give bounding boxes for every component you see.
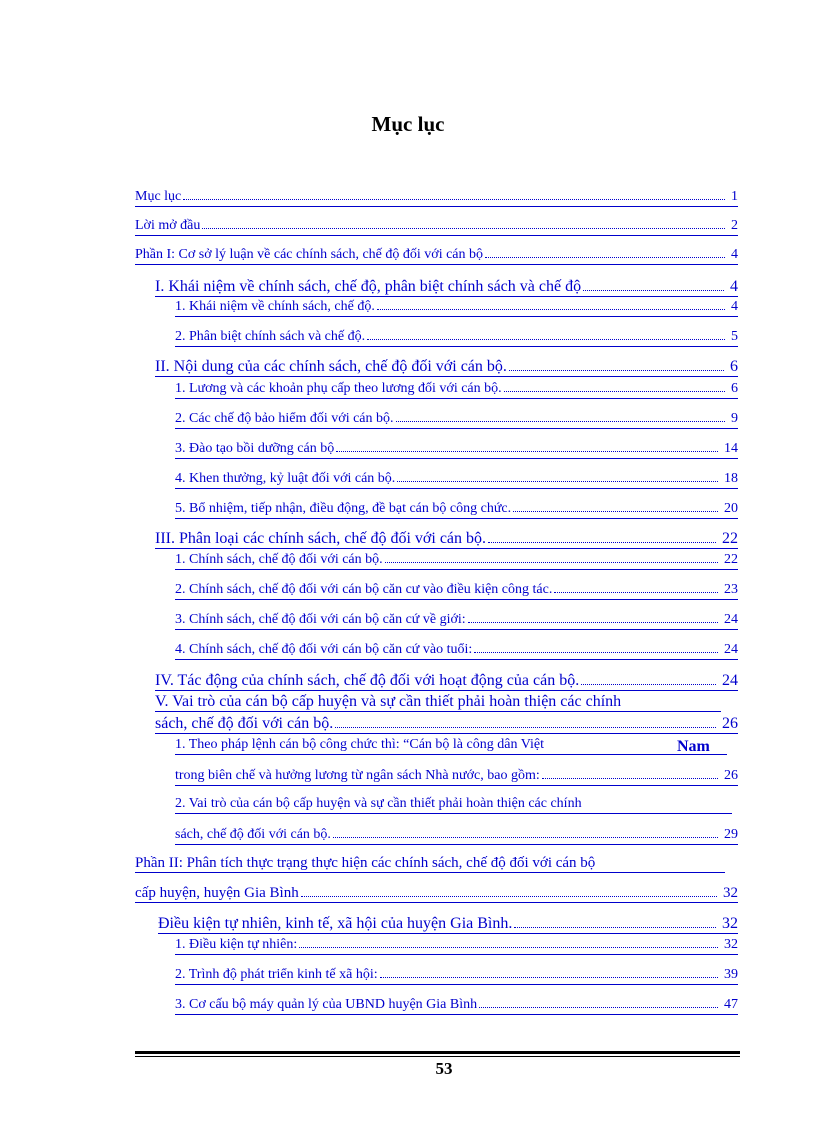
toc-entry[interactable]: I. Khái niệm về chính sách, chế độ, phân biệt chính sách và chế độ 4 <box>155 278 738 295</box>
page-number: 53 <box>435 1059 453 1078</box>
toc-entry-line1[interactable]: 2. Vai trò của cán bộ cấp huyện và sự cần thiết phải hoàn thiện các chính <box>175 796 732 814</box>
toc-entry[interactable]: 5. Bổ nhiệm, tiếp nhận, điều động, đề bạt cán bộ công chức. 20 <box>175 500 738 519</box>
dot-leader <box>202 217 725 229</box>
dot-leader <box>583 279 724 291</box>
toc-entry[interactable]: Lời mở đầu 2 <box>135 217 738 236</box>
dot-leader <box>514 916 716 928</box>
toc-entry[interactable]: trong biên chế và hưởng lương từ ngân sách Nhà nước, bao gồm: 26 <box>175 767 738 786</box>
toc-entry-line1[interactable]: V. Vai trò của cán bộ cấp huyện và sự cần thiết phải hoàn thiện các chính <box>155 694 721 712</box>
toc-entry[interactable]: 3. Cơ cấu bộ máy quản lý của UBND huyện Gia Bình 47 <box>175 996 738 1015</box>
dot-leader <box>509 359 724 371</box>
dot-leader <box>474 641 718 653</box>
toc-entry[interactable]: 4. Chính sách, chế độ đối với cán bộ căn cứ vào tuổi: 24 <box>175 641 738 660</box>
toc-entry[interactable]: cấp huyện, huyện Gia Bình 32 <box>135 885 738 901</box>
dot-leader <box>301 885 717 897</box>
toc-entry[interactable]: 4. Khen thưởng, kỷ luật đối với cán bộ. 18 <box>175 470 738 489</box>
toc-entry[interactable]: Phần I: Cơ sở lý luận về các chính sách, chế độ đối với cán bộ 4 <box>135 246 738 265</box>
toc-entry-tail-text: Nam <box>677 738 710 755</box>
dot-leader <box>335 716 716 728</box>
toc-entry[interactable]: 1. Lương và các khoản phụ cấp theo lương đối với cán bộ. 6 <box>175 380 738 399</box>
dot-leader <box>542 767 718 779</box>
dot-leader <box>299 936 718 948</box>
toc-entry[interactable]: II. Nội dung của các chính sách, chế độ đối với cán bộ. 6 <box>155 358 738 375</box>
toc-entry[interactable]: 3. Chính sách, chế độ đối với cán bộ căn cứ về giới: 24 <box>175 611 738 630</box>
dot-leader <box>183 188 725 200</box>
toc-entry[interactable]: III. Phân loại các chính sách, chế độ đối với cán bộ. 22 <box>155 530 738 547</box>
toc-entry[interactable]: Mục lục 1 <box>135 188 738 207</box>
dot-leader <box>397 470 718 482</box>
dot-leader <box>504 380 725 392</box>
dot-leader <box>513 500 718 512</box>
toc-entry[interactable]: 1. Chính sách, chế độ đối với cán bộ. 22 <box>175 551 738 570</box>
page-title: Mục lục <box>371 112 445 136</box>
toc-entry[interactable]: 1. Khái niệm về chính sách, chế độ. 4 <box>175 298 738 317</box>
toc-entry[interactable]: sách, chế độ đối với cán bộ. 29 <box>175 826 738 845</box>
dot-leader <box>396 410 725 422</box>
dot-leader <box>488 531 716 543</box>
toc-entry[interactable]: 3. Đào tạo bồi dưỡng cán bộ 14 <box>175 440 738 459</box>
toc-entry[interactable]: 2. Chính sách, chế độ đối với cán bộ căn cư vào điều kiện công tác. 23 <box>175 581 738 600</box>
toc-entry[interactable]: sách, chế độ đối với cán bộ. 26 <box>155 715 738 732</box>
dot-leader <box>380 966 718 978</box>
dot-leader <box>485 246 725 258</box>
dot-leader <box>333 826 718 838</box>
dot-leader <box>367 328 725 340</box>
toc-entry[interactable]: Điều kiện tự nhiên, kinh tế, xã hội của huyện Gia Bình. 32 <box>158 915 738 932</box>
dot-leader <box>581 673 716 685</box>
footer-divider <box>135 1051 740 1054</box>
toc-entry[interactable]: 2. Các chế độ bảo hiểm đối với cán bộ. 9 <box>175 410 738 429</box>
toc-entry[interactable]: IV. Tác động của chính sách, chế độ đối với hoạt động của cán bộ. 24 <box>155 672 738 689</box>
dot-leader <box>554 581 718 593</box>
dot-leader <box>385 551 718 563</box>
toc-entry[interactable]: 1. Điều kiện tự nhiên: 32 <box>175 936 738 955</box>
dot-leader <box>479 996 718 1008</box>
dot-leader <box>468 611 718 623</box>
toc-entry[interactable]: 2. Phân biệt chính sách và chế độ. 5 <box>175 328 738 347</box>
dot-leader <box>377 298 725 310</box>
toc-entry-line1[interactable]: Phần II: Phân tích thực trạng thực hiện các chính sách, chế độ đối với cán bộ <box>135 855 725 873</box>
dot-leader <box>336 440 718 452</box>
toc-entry[interactable]: 2. Trình độ phát triển kinh tế xã hội: 39 <box>175 966 738 985</box>
toc-entry-line1[interactable]: 1. Theo pháp lệnh cán bộ công chức thì: “Cán bộ là công dân Việt <box>175 737 727 755</box>
footer-divider <box>135 1056 740 1057</box>
